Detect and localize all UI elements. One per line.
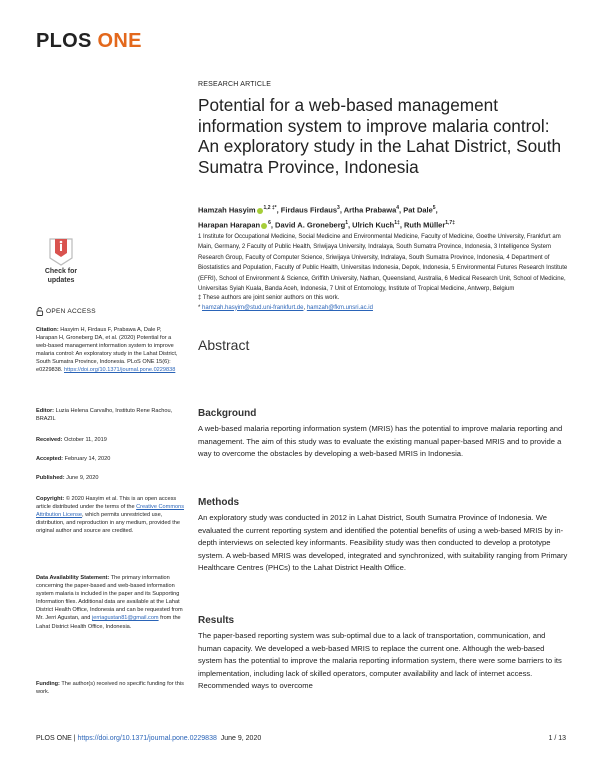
author-sup: 1,7‡ — [445, 220, 455, 226]
received-text: October 11, 2019 — [62, 437, 107, 443]
section-heading-methods: Methods — [198, 497, 240, 508]
footer-journal: PLOS ONE — [36, 735, 72, 742]
citation-label: Citation: — [36, 327, 59, 333]
author-name[interactable]: , Pat Dale — [399, 205, 433, 215]
email-link[interactable]: hamzah.hasyim@stud.uni-frankfurt.de — [202, 304, 304, 311]
email-sep: , — [303, 304, 307, 311]
author-name[interactable]: , Ulrich Kuch — [348, 220, 395, 230]
journal-logo-one: ONE — [97, 30, 142, 52]
citation-doi-link[interactable]: https://doi.org/10.1371/journal.pone.0229838 — [64, 367, 176, 374]
abstract-heading: Abstract — [198, 337, 250, 353]
license-link[interactable]: Creative Commons Attribution License — [36, 504, 184, 519]
author-name[interactable]: , Firdaus Firdaus — [276, 205, 338, 215]
author-sup: 3 — [337, 205, 340, 211]
author-name[interactable]: Harapan Harapan — [198, 220, 261, 230]
author-name[interactable]: , David A. Groneberg — [270, 220, 346, 230]
check-for-updates-icon — [38, 236, 84, 266]
published-label: Published: — [36, 475, 65, 481]
section-body-results: The paper-based reporting system was sub-optimal due to a lack of transportation, communication, and human capacity. We developed a web-based MRIS to replace the current one. Although the web-based system has the potential to improve the malaria reporting information system, there were some barriers to its implementation, including lack of skilled operators, computer availability and lack of internet access. Recommended ways to overcome — [198, 631, 562, 690]
author-sup: 1,2 ‡* — [263, 205, 277, 211]
received-label: Received: — [36, 437, 63, 443]
copyright-text: © 2020 Hasyim et al. This is an open access article distributed under the terms of the — [36, 496, 177, 511]
affiliations: 1 Institute for Occupational Medicine, Social Medicine and Environmental Medicine, Faculty of Medicine, Goethe University, Frankfurt am Main, Germany, 2 Faculty of Public Health, Sriwijaya University, Indralaya, South Sumatra Province, Indonesia, 3 Intelligence System Research Group, Faculty of Computer Science, Sriwijaya University, Indralaya, South Sumatra Province, Indonesia, 4 Department of Biostatistics and Population, Faculty of Public Health, Universitas Indonesia, Depok, Indonesia, 5 Environmental Futures Research Institute (EFRI), School of Environment & Science, Griffith University, Nathan, Queensland, Australia, 6 Medical Research Unit, School of Medicine, Universitas Syiah Kuala, Banda Aceh, Indonesia, 7 Unit of Entomology, Institute of Tropical Medicine, Antwerp, Belgium — [198, 234, 568, 293]
received-block — [36, 436, 184, 444]
section-heading-results: Results — [198, 615, 235, 626]
correspondence-note — [198, 304, 568, 314]
footer-doi-link[interactable]: https://doi.org/10.1371/journal.pone.0229838 — [77, 735, 217, 742]
published-block — [36, 474, 184, 482]
footer-date: June 9, 2020 — [220, 735, 262, 742]
orcid-icon[interactable] — [261, 223, 267, 229]
article-type: RESEARCH ARTICLE — [198, 81, 272, 88]
author-sep: , — [435, 205, 438, 215]
data-availability-label: Data Availability Statement: — [36, 575, 110, 581]
author-sup: 6 — [268, 220, 271, 226]
funding-text: The author(s) received no specific funding for this work. — [36, 681, 184, 696]
author-notes — [198, 294, 568, 313]
journal-logo — [36, 30, 142, 53]
funding-block — [36, 680, 184, 696]
journal-logo-plos: PLOS — [36, 30, 92, 52]
author-sup: 4 — [396, 205, 400, 211]
editor-block — [36, 407, 184, 423]
data-availability-text-tail: from the Lahat District Health Office, Indonesia. — [36, 615, 181, 630]
section-heading-background: Background — [198, 408, 257, 419]
open-lock-icon — [36, 307, 44, 316]
funding-label: Funding: — [36, 681, 60, 687]
open-access-text: OPEN ACCESS — [46, 308, 96, 316]
star-symbol: * — [198, 304, 201, 311]
editor-label: Editor: — [36, 408, 55, 414]
data-contact-email-link[interactable]: jerriagustan81@gmail.com — [91, 615, 159, 622]
author-name[interactable]: , Artha Prabawa — [339, 205, 397, 215]
author-sup: 1 — [345, 220, 348, 226]
author-sup: 5 — [432, 205, 436, 211]
data-availability-block — [36, 574, 184, 631]
section-body-background: A web-based malaria reporting information system (MRIS) has the potential to improve malaria reporting and management. The aim of this study was to evaluate the existing manual paper-based MRIS and to provide a way to overcome the obstacles by developing a web-based MRIS in Indonesia. — [198, 424, 563, 458]
accepted-label: Accepted: — [36, 456, 64, 462]
author-sup: 1‡ — [394, 220, 400, 226]
orcid-icon[interactable] — [257, 208, 263, 214]
open-access-label — [36, 307, 96, 316]
citation-block — [36, 326, 184, 375]
page-footer — [36, 735, 566, 742]
check-for-updates-label[interactable] — [30, 268, 92, 285]
accepted-text: February 14, 2020 — [63, 456, 111, 462]
copyright-block — [36, 495, 184, 535]
page-number: 1 / 13 — [548, 735, 566, 742]
author-name[interactable]: , Ruth Müller — [399, 220, 446, 230]
badge-line1: Check for — [44, 268, 78, 275]
data-availability-text: The primary information concerning the paper-based and web-based information system malaria is included in the paper and its Supporting Information files. Additional data are available at the Lahat District Health Office, Indonesia and can be requested from Mr. Jerri Agustan, and — [36, 575, 183, 622]
published-text: June 9, 2020 — [64, 475, 99, 481]
citation-text: Hasyim H, Firdaus F, Prabawa A, Dale P, Harapan H, Groneberg DA, et al. (2020) Potential for a web-based management information system to improve malaria control: An exploratory study in the Lahat District, South Sumatra Province, Indonesia. PLoS ONE 15(6): e0229838. — [36, 327, 178, 374]
copyright-label: Copyright: — [36, 496, 65, 502]
editor-text: Luzia Helena Carvalho, Instituto Rene Rachou, BRAZIL — [36, 408, 173, 423]
accepted-block — [36, 455, 184, 463]
article-title: Potential for a web-based management information system to improve malaria control: An exploratory study in the Lahat District, South Sumatra Province, Indonesia — [198, 95, 562, 177]
author-list — [198, 202, 568, 232]
email-link[interactable]: hamzah@fkm.unsri.ac.id — [306, 304, 373, 311]
footer-sep: | — [71, 735, 78, 742]
section-body-methods: An exploratory study was conducted in 2012 in Lahat District, South Sumatra Province of Indonesia. We evaluated the current reporting system and identified the potential benefits of using a web-based MRIS by in-depth interviews on selected key informants. Feasibility study was then conducted to develop a prototype system. A web-based MRIS was developed, integrated and synchronized, with suitability ranging from Primary Healthcare Centres (PHCs) to the Lahat District Health Office. — [198, 513, 568, 572]
joint-author-note: ‡ These authors are joint senior authors on this work. — [198, 295, 340, 301]
badge-line2: updates — [47, 276, 75, 284]
author-name[interactable]: Hamzah Hasyim — [198, 205, 256, 215]
check-for-updates-badge[interactable] — [38, 236, 84, 294]
copyright-text-tail: , which permits unrestricted use, distribution, and reproduction in any medium, provided the original author and source are credited. — [36, 512, 180, 535]
